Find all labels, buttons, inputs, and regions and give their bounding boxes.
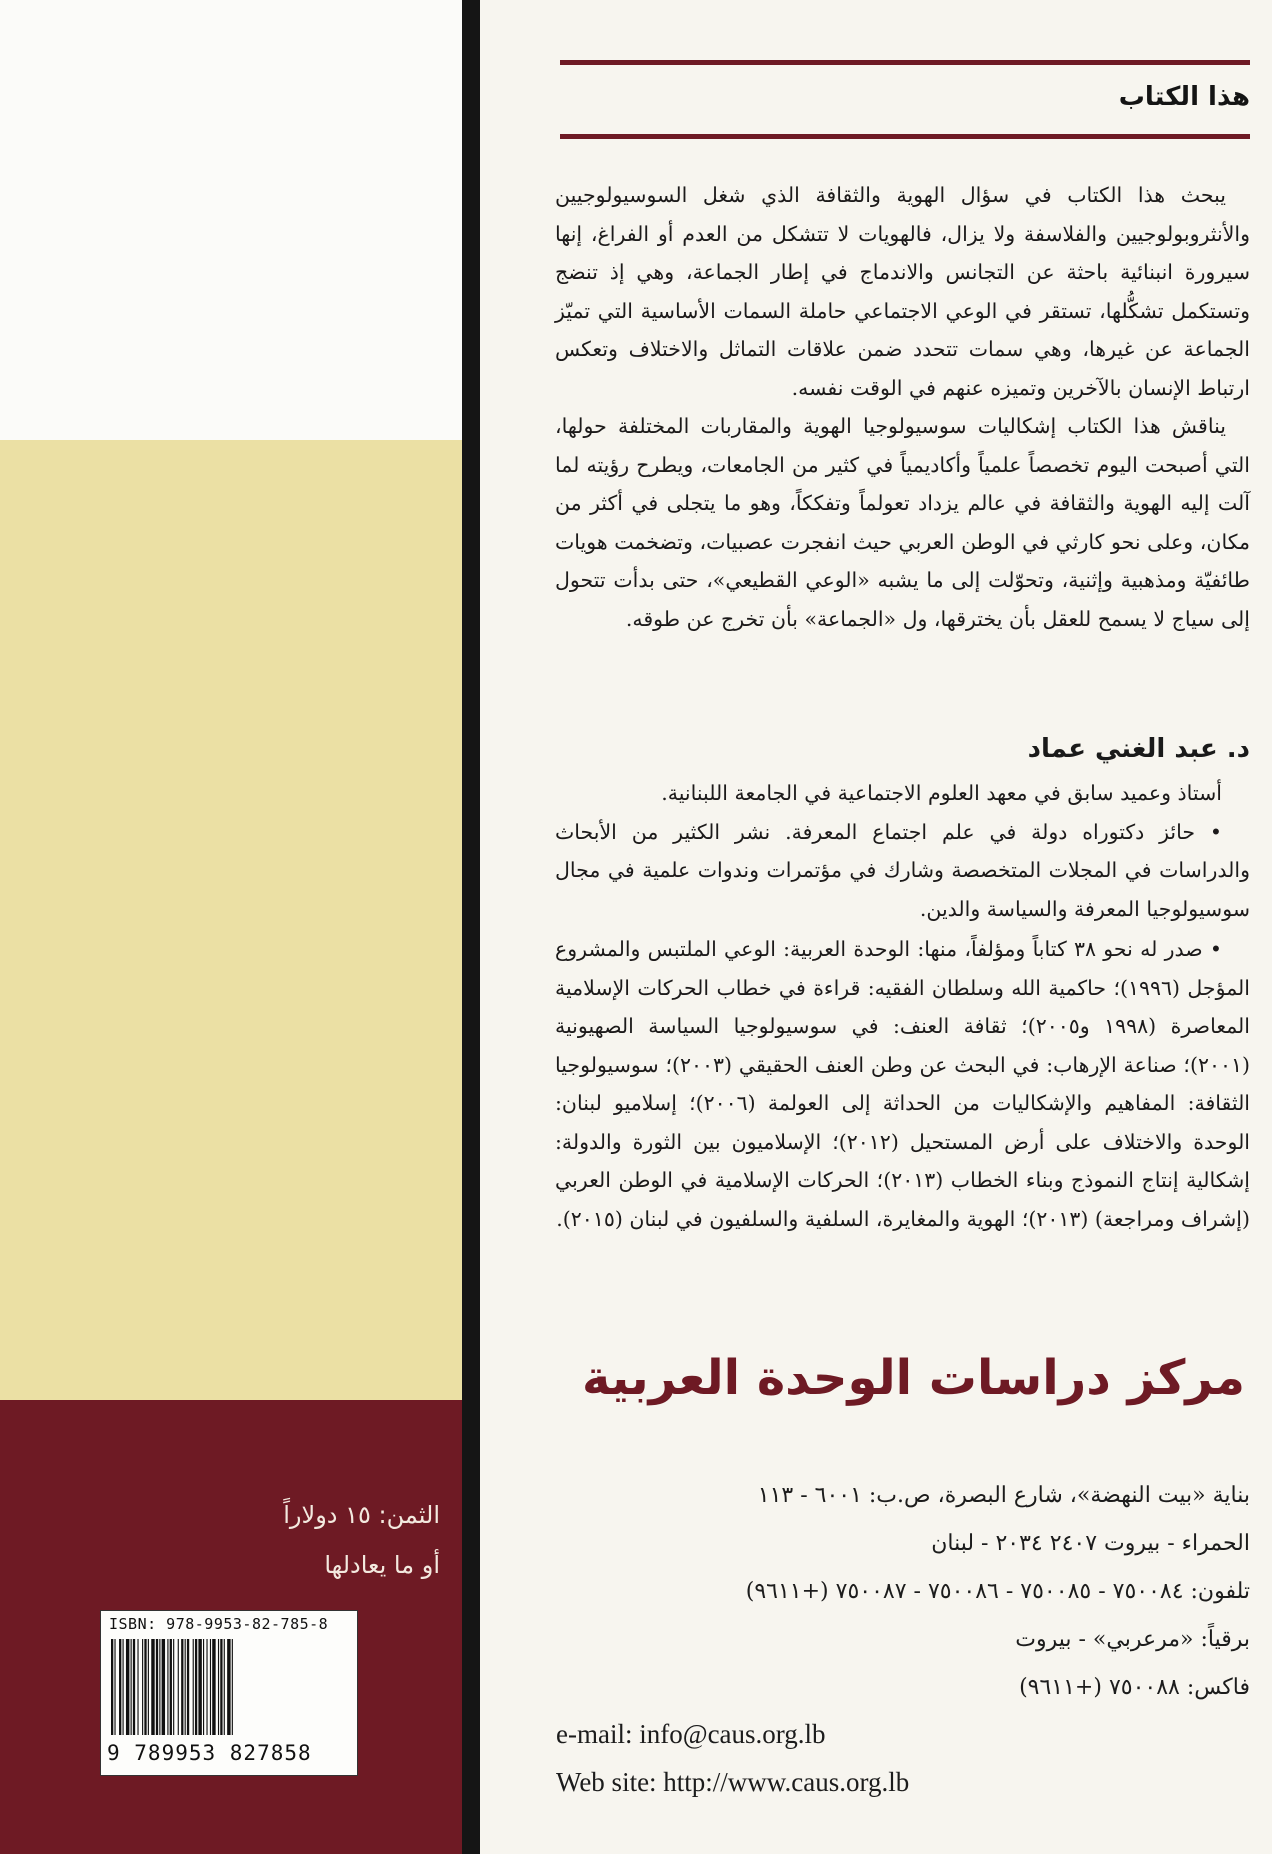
contact-line: فاكس: ٧٥٠٠٨٨ (+٩٦١١) [1019,1675,1250,1700]
publications-text: • صدر له نحو ٣٨ كتاباً ومؤلفاً، منها: الوحدة العربية: الوعي الملتبس والمشروع المؤجل (١٩٩٦)؛ حاكمية الله وسلطان الفقيه: قراءة في خطاب الحركات الإسلامية المعاصرة (١٩٩٨ و٢٠٠٥)؛ ثقافة العنف: في سوسيولوجيا السياسة الصهيونية (٢٠٠١)؛ صناعة الإرهاب: في البحث عن وطن العنف الحقيقي (٢٠٠٣)؛ سوسيولوجيا الثقافة: المفاهيم والإشكاليات من الحداثة إلى العولمة (٢٠٠٦)؛ إسلاميو لبنان: الوحدة والاختلاف على أرض المستحيل (٢٠١٢)؛ الإسلاميون بين الثورة والدولة: إشكالية إنتاج النموذج وبناء الخطاب (٢٠١٣)؛ الحركات الإسلامية في الوطن العربي (إشراف ومراجعة) (٢٠١٣)؛ الهوية والمغايرة، السلفية والسلفيون في لبنان (٢٠١٥). [555,937,1251,1231]
publisher-name: مركز دراسات الوحدة العربية [581,1350,1245,1406]
barcode-label [100,1610,358,1776]
email-line: e-mail: info@caus.org.lb [556,1719,826,1749]
contact-line: تلفون: ٧٥٠٠٨٤ - ٧٥٠٠٨٥ - ٧٥٠٠٨٦ - ٧٥٠٠٨٧ (+٩٦١١) [745,1579,1250,1604]
about-paragraph: يناقش هذا الكتاب إشكاليات سوسيولوجيا الهوية والمقاربات المختلفة حولها، التي أصبحت اليوم تخصصاً علمياً وأكاديمياً في كثير من الجامعات، ويطرح رؤيته لما آلت إليه الهوية والثقافة في عالم يزداد تعولماً وتفككاً، وهو ما يتجلى في أكثر من مكان، وعلى نحو كارثي في الوطن العربي حيث انفجرت عصبيات، وتضخمت هويات طائفيّة ومذهبية وإثنية، وتحوّلت إلى ما يشبه «الوعي القطيعي»، حتى بدأت تتحول إلى سياج لا يسمح للعقل بأن يخترقها، ول «الجماعة» بأن تخرج عن طوقه. [555,414,1250,631]
barcode-digits: 9 789953 827858 [107,1741,312,1765]
price-block [80,1490,440,1590]
author-bio-line: أستاذ وعميد سابق في معهد العلوم الاجتماعية في الجامعة اللبنانية. [661,781,1222,805]
author-bio [555,774,1250,928]
contact-line: الحمراء - بيروت ٢٤٠٧ ٢٠٣٤ - لبنان [931,1531,1250,1556]
web-contacts [556,1710,909,1806]
about-paragraph: يبحث هذا الكتاب في سؤال الهوية والثقافة الذي شغل السوسيولوجيين والأنثروبولوجيين والفلاسفة ولا يزال، فالهويات لا تتشكل من العدم أو الفراغ، إنها سيرورة انبنائية باحثة عن التجانس والاندماج في إطار الجماعة، وهي إذ تنضج وتستكمل تشكُّلها، تستقر في الوعي الاجتماعي حاملة السمات الأساسية التي تميّز الجماعة عن غيرها، وهي سمات تتحدد ضمن علاقات التماثل والاختلاف وتعكس ارتباط الإنسان بالآخرين وتميزه عنهم في الوقت نفسه. [555,183,1250,400]
cover-white-panel [0,0,462,440]
author-name: د. عبد الغني عماد [1027,734,1250,764]
publisher-address [560,1472,1250,1712]
isbn-text: ISBN: 978-9953-82-785-8 [109,1615,329,1633]
top-rule [560,60,1250,65]
contact-line: بناية «بيت النهضة»، شارع البصرة، ص.ب: ٦٠٠١ - ١١٣ [757,1483,1250,1508]
section-title: هذا الكتاب [1118,82,1250,112]
website-line: Web site: http://www.caus.org.lb [556,1767,910,1797]
cover-yellow-panel [0,440,462,1400]
publications-list [555,930,1250,1238]
price-label: الثمن: ١٥ دولاراً [283,1501,440,1529]
author-bio-line: • حائز دكتوراه دولة في علم اجتماع المعرفة. نشر الكثير من الأبحاث والدراسات في المجلات المتخصصة وشارك في مؤتمرات وندوات علمية في مجال سوسيولوجيا المعرفة والسياسة والدين. [555,819,1250,921]
about-text [555,176,1250,638]
title-underline [560,134,1250,139]
price-equivalent: أو ما يعادلها [324,1551,440,1579]
spine-bar [462,0,480,1854]
contact-line: برقياً: «مرعربي» - بيروت [1015,1627,1250,1652]
barcode-icon [111,1639,345,1735]
